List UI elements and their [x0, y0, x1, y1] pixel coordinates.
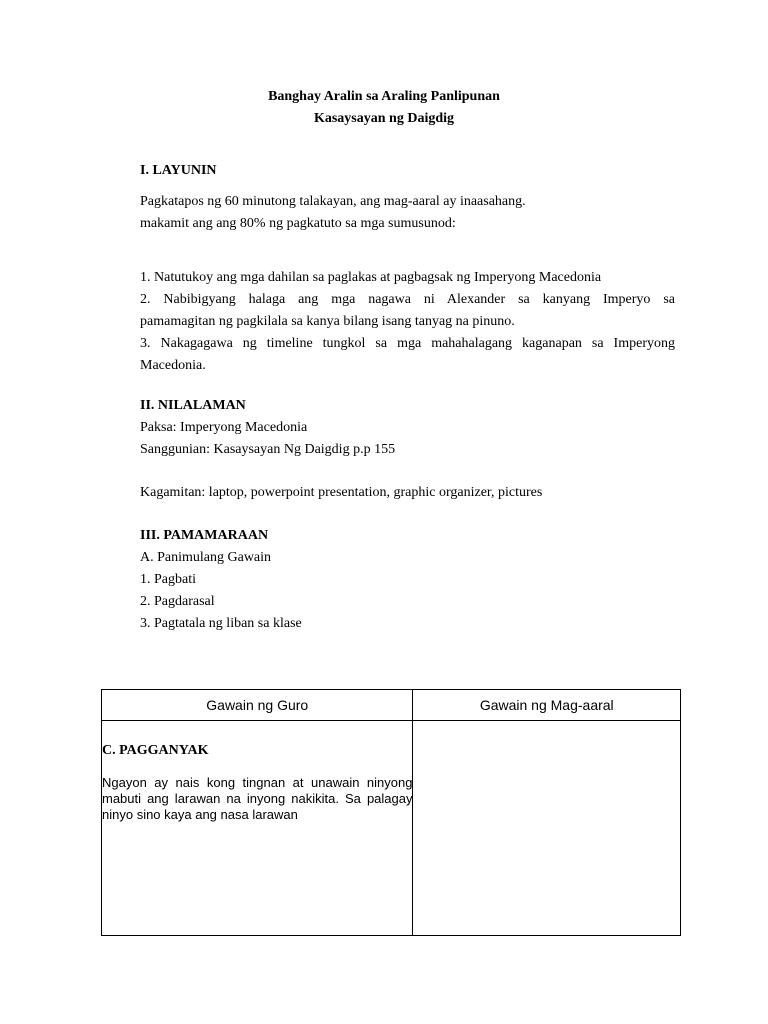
nilalaman-kagamitan: Kagamitan: laptop, powerpoint presentation, graphic organizer, pictures: [140, 485, 543, 500]
layunin-intro-line-1: Pagkatapos ng 60 minutong talakayan, ang mag-aaral ay inaasahang.: [140, 194, 526, 209]
section-heading-pamamaraan: III. PAMAMARAAN: [140, 528, 269, 543]
objective-item-2-line-2: pamamagitan ng pagkilala sa kanya bilang isang tanyag na pinuno.: [140, 314, 515, 329]
teacher-activity-cell: [102, 721, 413, 936]
layunin-objectives-list: [140, 267, 675, 377]
nilalaman-sanggunian: Sanggunian: Kasaysayan Ng Daigdig p.p 155: [140, 442, 396, 457]
objective-item-2-line-1: 2. Nabibigyang halaga ang mga nagawa ni Alexander sa kanyang Imperyo sa: [140, 292, 675, 307]
student-activity-cell: [413, 721, 681, 936]
nilalaman-paksa: Paksa: Imperyong Macedonia: [140, 420, 308, 435]
teacher-activity-text: Ngayon ay nais kong tingnan at unawain ninyong mabuti ang larawan na inyong nakikita. Sa palagay ninyo sino kaya ang nasa larawan: [102, 775, 413, 822]
section-heading-nilalaman: II. NILALAMAN: [140, 398, 246, 413]
document-title: Banghay Aralin sa Araling Panlipunan: [268, 89, 500, 104]
column-header-mag-aaral: Gawain ng Mag-aaral: [413, 690, 681, 721]
objective-item-3-line-1: 3. Nakagagawa ng timeline tungkol sa mga mahahalagang kaganapan sa Imperyong: [140, 336, 675, 351]
document-subtitle: Kasaysayan ng Daigdig: [313, 111, 455, 126]
table-header-row: [102, 690, 681, 721]
layunin-intro-line-2: makamit ang ang 80% ng pagkatuto sa mga sumusunod:: [140, 216, 456, 231]
section-heading-layunin: I. LAYUNIN: [140, 163, 217, 178]
pamamaraan-sub-a: A. Panimulang Gawain: [140, 550, 272, 565]
objective-item-1: 1. Natutukoy ang mga dahilan sa paglakas at pagbagsak ng Imperyong Macedonia: [140, 270, 602, 285]
table-row: [102, 721, 681, 936]
pagganyak-title: C. PAGGANYAK: [102, 743, 209, 758]
activities-table: [101, 689, 681, 936]
column-header-guro: Gawain ng Guro: [102, 690, 413, 721]
objective-item-3-line-2: Macedonia.: [140, 358, 206, 373]
pamamaraan-step-2: 2. Pagdarasal: [140, 594, 215, 609]
pamamaraan-step-3: 3. Pagtatala ng liban sa klase: [140, 616, 302, 631]
pamamaraan-step-1: 1. Pagbati: [140, 572, 196, 587]
